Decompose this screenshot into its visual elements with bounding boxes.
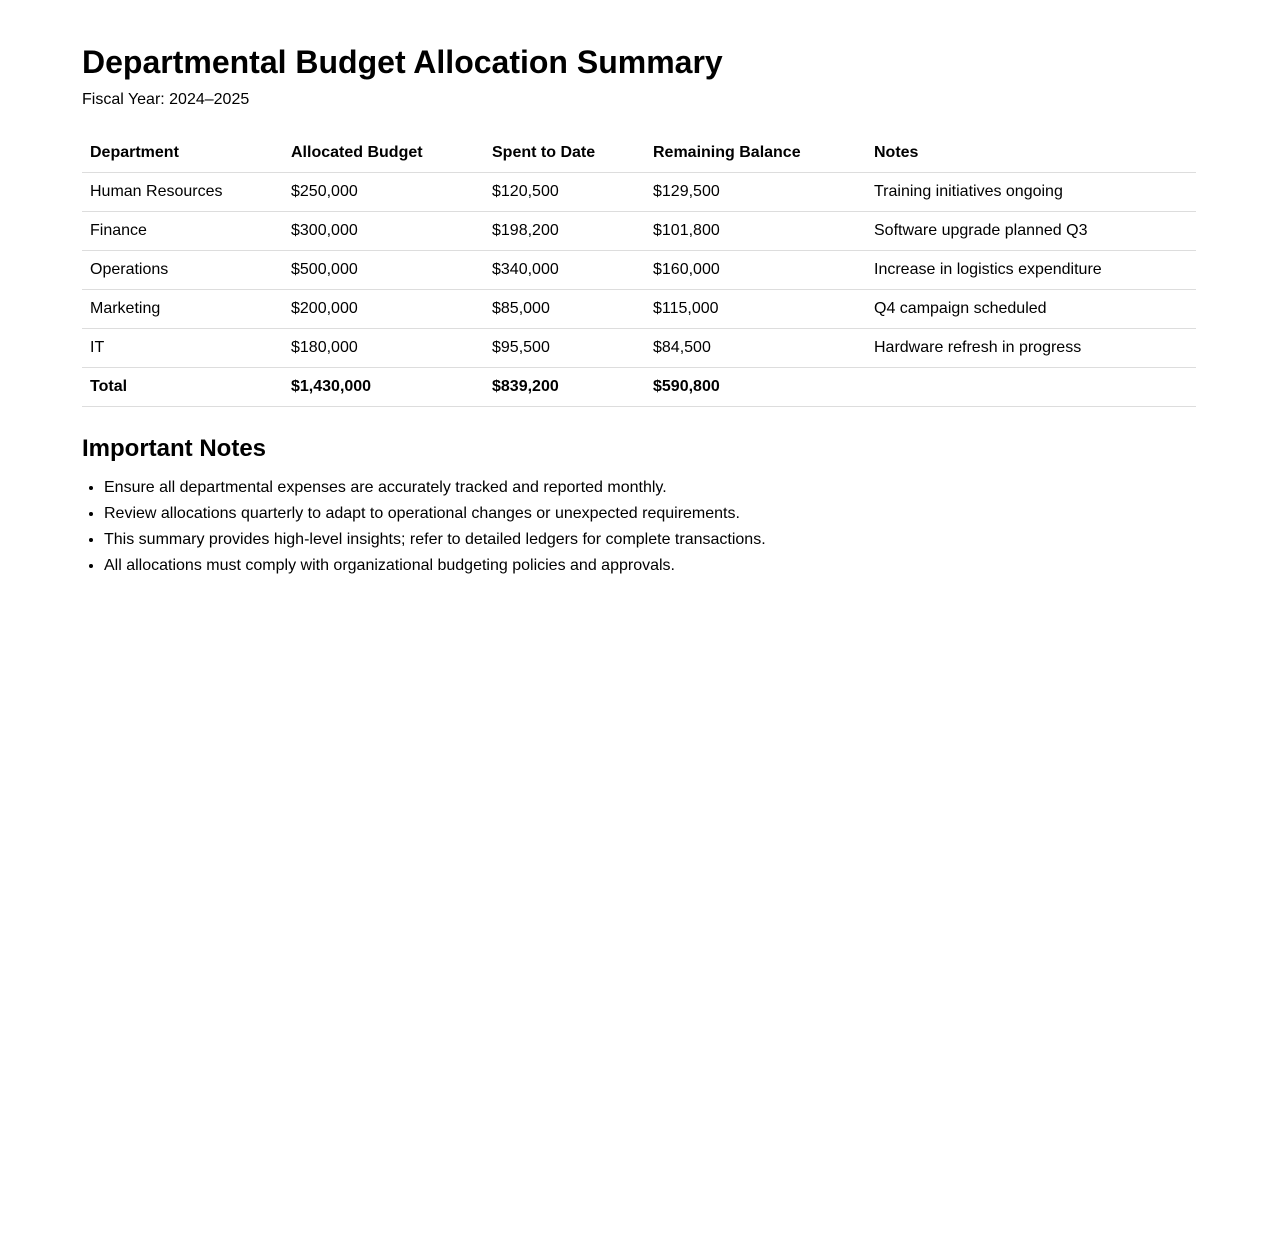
total-allocated-budget: $1,430,000 [283, 368, 484, 407]
table-row [82, 173, 1196, 212]
table-row [82, 212, 1196, 251]
cell-notes: Q4 campaign scheduled [866, 290, 1196, 329]
cell-allocated-budget: $500,000 [283, 251, 484, 290]
total-label: Total [82, 368, 283, 407]
cell-allocated-budget: $200,000 [283, 290, 484, 329]
column-header-spent-to-date: Spent to Date [484, 134, 645, 173]
cell-spent-to-date: $95,500 [484, 329, 645, 368]
cell-remaining-balance: $84,500 [645, 329, 866, 368]
cell-spent-to-date: $120,500 [484, 173, 645, 212]
cell-allocated-budget: $180,000 [283, 329, 484, 368]
column-header-department: Department [82, 134, 283, 173]
column-header-notes: Notes [866, 134, 1196, 173]
cell-department: Human Resources [82, 173, 283, 212]
list-item: • This summary provides high-level insights; refer to detailed ledgers for complete transactions. [104, 530, 1196, 550]
document-page [0, 0, 1278, 576]
cell-allocated-budget: $250,000 [283, 173, 484, 212]
table-row [82, 290, 1196, 329]
column-header-remaining-balance: Remaining Balance [645, 134, 866, 173]
cell-notes: Hardware refresh in progress [866, 329, 1196, 368]
cell-remaining-balance: $101,800 [645, 212, 866, 251]
list-item: • Review allocations quarterly to adapt to operational changes or unexpected requirements. [104, 504, 1196, 524]
total-spent-to-date: $839,200 [484, 368, 645, 407]
cell-department: Finance [82, 212, 283, 251]
total-row [82, 368, 1196, 407]
cell-spent-to-date: $85,000 [484, 290, 645, 329]
cell-allocated-budget: $300,000 [283, 212, 484, 251]
cell-spent-to-date: $340,000 [484, 251, 645, 290]
cell-department: IT [82, 329, 283, 368]
cell-notes: Software upgrade planned Q3 [866, 212, 1196, 251]
cell-department: Operations [82, 251, 283, 290]
list-item: • All allocations must comply with organizational budgeting policies and approvals. [104, 556, 1196, 576]
total-notes [866, 368, 1196, 407]
cell-remaining-balance: $129,500 [645, 173, 866, 212]
cell-remaining-balance: $160,000 [645, 251, 866, 290]
cell-notes: Increase in logistics expenditure [866, 251, 1196, 290]
cell-notes: Training initiatives ongoing [866, 173, 1196, 212]
list-item: • Ensure all departmental expenses are accurately tracked and reported monthly. [104, 478, 1196, 498]
page-title: Departmental Budget Allocation Summary [82, 44, 723, 80]
budget-table [82, 134, 1196, 407]
total-remaining-balance: $590,800 [645, 368, 866, 407]
fiscal-year: Fiscal Year: 2024–2025 [82, 91, 250, 108]
notes-heading: Important Notes [82, 435, 267, 462]
table-header-row [82, 134, 1196, 173]
table-row [82, 329, 1196, 368]
cell-department: Marketing [82, 290, 283, 329]
cell-spent-to-date: $198,200 [484, 212, 645, 251]
cell-remaining-balance: $115,000 [645, 290, 866, 329]
table-row [82, 251, 1196, 290]
column-header-allocated-budget: Allocated Budget [283, 134, 484, 173]
notes-list [82, 478, 1196, 576]
